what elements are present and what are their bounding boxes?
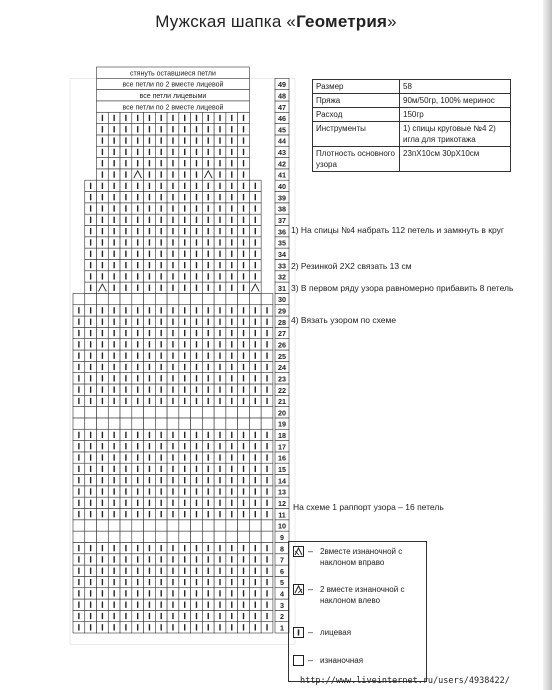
stitch-cell bbox=[144, 418, 156, 429]
row-number: 23 bbox=[278, 374, 286, 384]
row-number: 47 bbox=[278, 102, 286, 112]
stitch-cell bbox=[97, 293, 109, 304]
specs-table bbox=[312, 79, 511, 172]
row-number: 22 bbox=[278, 385, 286, 395]
legend-dash: – bbox=[308, 627, 314, 637]
instruction-text: все петли по 2 вместе лицевой bbox=[122, 104, 224, 112]
stitch-cell bbox=[132, 418, 144, 429]
stitch-cell bbox=[238, 293, 250, 304]
stitch-cell bbox=[261, 293, 273, 304]
stitch-cell bbox=[73, 407, 85, 418]
stitch-cell bbox=[85, 418, 97, 429]
stitch-cell bbox=[108, 531, 120, 542]
watermark: http://www.liveinternet.ru/users/4938422/ bbox=[300, 676, 510, 686]
row-number: 46 bbox=[278, 114, 286, 124]
spec-key: Плотность основного узора bbox=[313, 147, 400, 172]
stitch-cell bbox=[144, 520, 156, 531]
legend-text: 2 вместе изнаночной с наклоном влево bbox=[320, 585, 405, 605]
stitch-cell bbox=[202, 418, 214, 429]
stitch-cell bbox=[179, 531, 191, 542]
legend-text: изнаночная bbox=[320, 656, 364, 665]
row-number: 2 bbox=[280, 612, 284, 622]
stitch-cell bbox=[249, 293, 261, 304]
row-number: 35 bbox=[278, 238, 286, 248]
stitch-cell bbox=[226, 293, 238, 304]
row-number: 19 bbox=[278, 419, 286, 429]
stitch-cell bbox=[179, 293, 191, 304]
spec-row bbox=[313, 108, 511, 122]
stitch-cell bbox=[120, 407, 132, 418]
row-number: 7 bbox=[280, 555, 284, 565]
stitch-cell bbox=[108, 418, 120, 429]
stitch-cell bbox=[85, 407, 97, 418]
spec-row bbox=[313, 80, 511, 94]
stitch-cell bbox=[73, 520, 85, 531]
spec-value: 150гр bbox=[400, 108, 511, 122]
row-number: 34 bbox=[278, 249, 286, 259]
stitch-cell bbox=[132, 407, 144, 418]
row-number: 3 bbox=[280, 600, 284, 610]
stitch-cell bbox=[226, 520, 238, 531]
stitch-cell bbox=[120, 520, 132, 531]
stitch-cell bbox=[191, 531, 203, 542]
spec-value: 1) спицы круговые №4 2) игла для трикотажа bbox=[400, 122, 511, 147]
stitch-cell bbox=[202, 520, 214, 531]
row-number: 5 bbox=[280, 578, 284, 588]
stitch-cell bbox=[108, 520, 120, 531]
row-number: 42 bbox=[278, 159, 286, 169]
stitch-cell bbox=[261, 418, 273, 429]
step-3: 3) В первом ряду узора равномерно прибавить 8 петель bbox=[291, 283, 514, 293]
purl-icon bbox=[293, 655, 304, 666]
stitch-cell bbox=[108, 407, 120, 418]
row-number: 26 bbox=[278, 340, 286, 350]
stitch-cell bbox=[214, 520, 226, 531]
row-number: 25 bbox=[278, 351, 286, 361]
row-number: 10 bbox=[278, 521, 286, 531]
stitch-cell bbox=[249, 418, 261, 429]
stitch-cell bbox=[179, 418, 191, 429]
legend-dash: – bbox=[308, 655, 314, 665]
stitch-cell bbox=[167, 520, 179, 531]
row-number: 12 bbox=[278, 498, 286, 508]
row-number: 20 bbox=[278, 408, 286, 418]
stitch-cell bbox=[155, 418, 167, 429]
step-1: 1) На спицы №4 набрать 112 петель и замкнуть в круг bbox=[291, 225, 504, 235]
row-number: 29 bbox=[278, 306, 286, 316]
stitch-cell bbox=[85, 293, 97, 304]
instruction-text: все петли лицевыми bbox=[139, 92, 207, 100]
stitch-cell bbox=[191, 520, 203, 531]
title-bold: Геометрия bbox=[296, 12, 388, 31]
row-number: 31 bbox=[278, 283, 286, 293]
title-end: » bbox=[387, 12, 397, 31]
stitch-cell bbox=[97, 520, 109, 531]
legend bbox=[288, 541, 427, 682]
stitch-cell bbox=[238, 407, 250, 418]
row-number: 38 bbox=[278, 204, 286, 214]
row-number: 44 bbox=[278, 136, 286, 146]
row-number: 17 bbox=[278, 442, 286, 452]
stitch-cell bbox=[167, 531, 179, 542]
stitch-cell bbox=[261, 407, 273, 418]
stitch-cell bbox=[144, 293, 156, 304]
stitch-cell bbox=[202, 407, 214, 418]
stitch-cell bbox=[179, 520, 191, 531]
stitch-cell bbox=[191, 407, 203, 418]
stitch-cell bbox=[132, 293, 144, 304]
stitch-cell bbox=[214, 418, 226, 429]
legend-dash: – bbox=[308, 584, 314, 594]
spec-value: 90м/50гр, 100% меринос bbox=[400, 94, 511, 108]
row-number: 15 bbox=[278, 465, 286, 475]
stitch-cell bbox=[179, 407, 191, 418]
stitch-cell bbox=[132, 520, 144, 531]
row-number: 28 bbox=[278, 317, 286, 327]
row-number: 32 bbox=[278, 272, 286, 282]
row-number: 16 bbox=[278, 453, 286, 463]
stitch-cell bbox=[191, 293, 203, 304]
stitch-cell bbox=[144, 531, 156, 542]
spec-key: Расход bbox=[313, 108, 400, 122]
stitch-cell bbox=[191, 418, 203, 429]
row-number: 37 bbox=[278, 215, 286, 225]
stitch-cell bbox=[120, 531, 132, 542]
row-number: 43 bbox=[278, 148, 286, 158]
legend-text: 2вместе изнаночной с наклоном вправо bbox=[320, 547, 403, 567]
row-number: 30 bbox=[278, 295, 286, 305]
row-number: 39 bbox=[278, 193, 286, 203]
row-number: 13 bbox=[278, 487, 286, 497]
row-number: 8 bbox=[280, 544, 284, 554]
row-number: 9 bbox=[280, 532, 284, 542]
stitch-cell bbox=[132, 531, 144, 542]
row-number: 27 bbox=[278, 329, 286, 339]
stitch-cell bbox=[261, 531, 273, 542]
step-2: 2) Резинкой 2Х2 связать 13 см bbox=[291, 261, 412, 271]
legend-text: лицевая bbox=[320, 628, 352, 637]
dec-right-icon bbox=[293, 546, 304, 557]
stitch-cell bbox=[97, 418, 109, 429]
stitch-cell bbox=[73, 293, 85, 304]
row-number: 24 bbox=[278, 363, 286, 373]
row-number: 1 bbox=[280, 623, 284, 633]
stitch-cell bbox=[120, 293, 132, 304]
stitch-cell bbox=[97, 407, 109, 418]
row-number: 18 bbox=[278, 431, 286, 441]
row-number: 36 bbox=[278, 227, 286, 237]
stitch-cell bbox=[167, 407, 179, 418]
stitch-cell bbox=[108, 293, 120, 304]
legend-dash: – bbox=[308, 546, 314, 556]
spec-row bbox=[313, 94, 511, 108]
spec-value: 58 bbox=[400, 80, 511, 94]
step-4: 4) Вязать узором по схеме bbox=[291, 315, 397, 325]
row-number: 14 bbox=[278, 476, 286, 486]
stitch-cell bbox=[238, 418, 250, 429]
row-number: 40 bbox=[278, 182, 286, 192]
row-number: 4 bbox=[280, 589, 284, 599]
stitch-cell bbox=[249, 407, 261, 418]
stitch-cell bbox=[155, 293, 167, 304]
page-edge-shadow bbox=[543, 0, 552, 690]
stitch-cell bbox=[261, 520, 273, 531]
row-number: 21 bbox=[278, 397, 286, 407]
stitch-cell bbox=[144, 407, 156, 418]
stitch-cell bbox=[226, 531, 238, 542]
stitch-cell bbox=[97, 531, 109, 542]
dec-left-icon bbox=[293, 584, 304, 595]
stitch-cell bbox=[155, 531, 167, 542]
stitch-cell bbox=[214, 531, 226, 542]
stitch-cell bbox=[73, 531, 85, 542]
stitch-cell bbox=[214, 407, 226, 418]
stitch-cell bbox=[167, 293, 179, 304]
stitch-cell bbox=[120, 418, 132, 429]
stitch-cell bbox=[202, 531, 214, 542]
stitch-cell bbox=[85, 520, 97, 531]
spec-key: Инструменты bbox=[313, 122, 400, 147]
spec-value: 23пХ10см 30рХ10см bbox=[400, 147, 511, 172]
stitch-cell bbox=[202, 293, 214, 304]
instruction-text: стянуть оставшиеся петли bbox=[129, 70, 216, 78]
row-number: 33 bbox=[278, 261, 286, 271]
spec-key: Размер bbox=[313, 80, 400, 94]
row-number: 45 bbox=[278, 125, 286, 135]
stitch-cell bbox=[73, 418, 85, 429]
row-number: 49 bbox=[278, 80, 286, 90]
spec-row bbox=[313, 147, 511, 172]
stitch-cell bbox=[238, 520, 250, 531]
spec-row bbox=[313, 122, 511, 147]
row-number: 41 bbox=[278, 170, 286, 180]
stitch-cell bbox=[85, 531, 97, 542]
rapport-note: На схеме 1 раппорт узора – 16 петель bbox=[293, 502, 444, 512]
stitch-cell bbox=[249, 520, 261, 531]
row-number: 6 bbox=[280, 566, 284, 576]
stitch-cell bbox=[226, 418, 238, 429]
stitch-cell bbox=[249, 531, 261, 542]
instruction-text: все петли по 2 вместе лицевой bbox=[122, 81, 224, 89]
title-plain: Мужская шапка « bbox=[155, 12, 297, 31]
stitch-cell bbox=[226, 407, 238, 418]
stitch-cell bbox=[214, 293, 226, 304]
stitch-cell bbox=[155, 407, 167, 418]
stitch-cell bbox=[167, 418, 179, 429]
row-number: 48 bbox=[278, 91, 286, 101]
spec-key: Пряжа bbox=[313, 94, 400, 108]
stitch-cell bbox=[155, 520, 167, 531]
stitch-cell bbox=[238, 531, 250, 542]
row-number: 11 bbox=[278, 510, 286, 520]
knit-icon bbox=[293, 627, 304, 638]
